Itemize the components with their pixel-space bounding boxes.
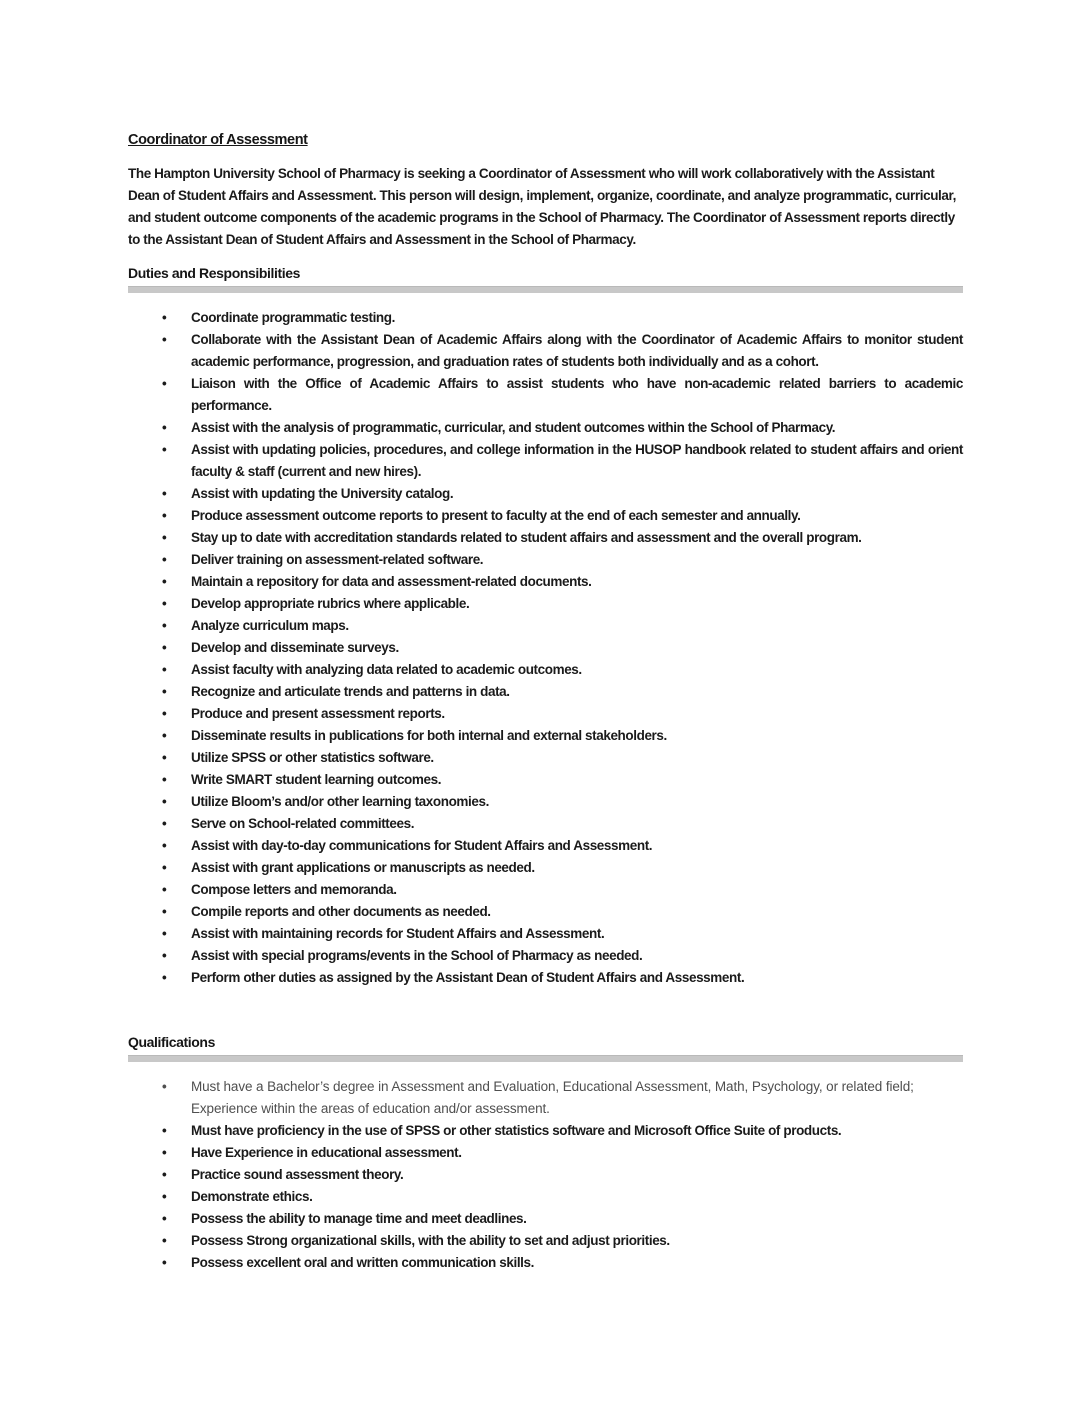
qualifications-heading: Qualifications	[128, 1034, 215, 1050]
qualification-item: • Must have proficiency in the use of SPSS or other statistics software and Microsoft Office Suite of products.	[128, 1120, 963, 1142]
duty-item: • Coordinate programmatic testing.	[128, 307, 963, 329]
duties-list	[128, 307, 963, 989]
duty-item: • Assist with updating the University catalog.	[128, 483, 963, 505]
duty-item: • Collaborate with the Assistant Dean of Academic Affairs along with the Coordinator of Academic Affairs to monitor student academic performance, progression, and graduation rates of students both individually and as a cohort.	[128, 329, 963, 373]
duty-item: • Serve on School-related committees.	[128, 813, 963, 835]
document-title: Coordinator of Assessment	[128, 132, 308, 148]
document-page	[128, 129, 963, 1274]
qualification-item: • Must have a Bachelor’s degree in Assessment and Evaluation, Educational Assessment, Math, Psychology, or related field; Experience within the areas of education and/or assessment.	[128, 1076, 963, 1120]
qualification-item: • Possess Strong organizational skills, with the ability to set and adjust priorities.	[128, 1230, 963, 1252]
duty-item: • Deliver training on assessment-related software.	[128, 549, 963, 571]
intro-paragraph: The Hampton University School of Pharmacy is seeking a Coordinator of Assessment who will work collaboratively with the Assistant Dean of Student Affairs and Assessment. This person will design, implement, organize, coordinate, and analyze programmatic, curricular, and student outcome components of the academic programs in the School of Pharmacy. The Coordinator of Assessment reports directly to the Assistant Dean of Student Affairs and Assessment in the School of Pharmacy.	[128, 166, 956, 247]
qualifications-heading-rule	[128, 1055, 963, 1062]
duty-item: • Produce and present assessment reports.	[128, 703, 963, 725]
qualifications-list	[128, 1076, 963, 1274]
duty-item: • Produce assessment outcome reports to present to faculty at the end of each semester and annually.	[128, 505, 963, 527]
duty-item: • Assist with grant applications or manuscripts as needed.	[128, 857, 963, 879]
duty-item: • Compose letters and memoranda.	[128, 879, 963, 901]
qualification-item: • Practice sound assessment theory.	[128, 1164, 963, 1186]
duties-heading: Duties and Responsibilities	[128, 265, 301, 281]
duty-item: • Utilize SPSS or other statistics software.	[128, 747, 963, 769]
duty-item: • Assist with day-to-day communications for Student Affairs and Assessment.	[128, 835, 963, 857]
duties-heading-rule	[128, 286, 963, 293]
qualification-item: • Demonstrate ethics.	[128, 1186, 963, 1208]
duty-item: • Assist with special programs/events in the School of Pharmacy as needed.	[128, 945, 963, 967]
duty-item: • Assist with maintaining records for Student Affairs and Assessment.	[128, 923, 963, 945]
duty-item: • Stay up to date with accreditation standards related to student affairs and assessment and the overall program.	[128, 527, 963, 549]
duty-item: • Develop appropriate rubrics where applicable.	[128, 593, 963, 615]
duty-item: • Utilize Bloom’s and/or other learning taxonomies.	[128, 791, 963, 813]
qualification-item: • Have Experience in educational assessment.	[128, 1142, 963, 1164]
qualification-item: • Possess excellent oral and written communication skills.	[128, 1252, 963, 1274]
duty-item: • Assist faculty with analyzing data related to academic outcomes.	[128, 659, 963, 681]
qualification-item: • Possess the ability to manage time and meet deadlines.	[128, 1208, 963, 1230]
duty-item: • Maintain a repository for data and assessment-related documents.	[128, 571, 963, 593]
duty-item: • Liaison with the Office of Academic Affairs to assist students who have non-academic related barriers to academic performance.	[128, 373, 963, 417]
duty-item: • Assist with updating policies, procedures, and college information in the HUSOP handbook related to student affairs and orient faculty & staff (current and new hires).	[128, 439, 963, 483]
duty-item: • Disseminate results in publications for both internal and external stakeholders.	[128, 725, 963, 747]
duty-item: • Write SMART student learning outcomes.	[128, 769, 963, 791]
duty-item: • Analyze curriculum maps.	[128, 615, 963, 637]
duty-item: • Compile reports and other documents as needed.	[128, 901, 963, 923]
duty-item: • Perform other duties as assigned by the Assistant Dean of Student Affairs and Assessment.	[128, 967, 963, 989]
duty-item: • Recognize and articulate trends and patterns in data.	[128, 681, 963, 703]
duty-item: • Develop and disseminate surveys.	[128, 637, 963, 659]
duty-item: • Assist with the analysis of programmatic, curricular, and student outcomes within the School of Pharmacy.	[128, 417, 963, 439]
